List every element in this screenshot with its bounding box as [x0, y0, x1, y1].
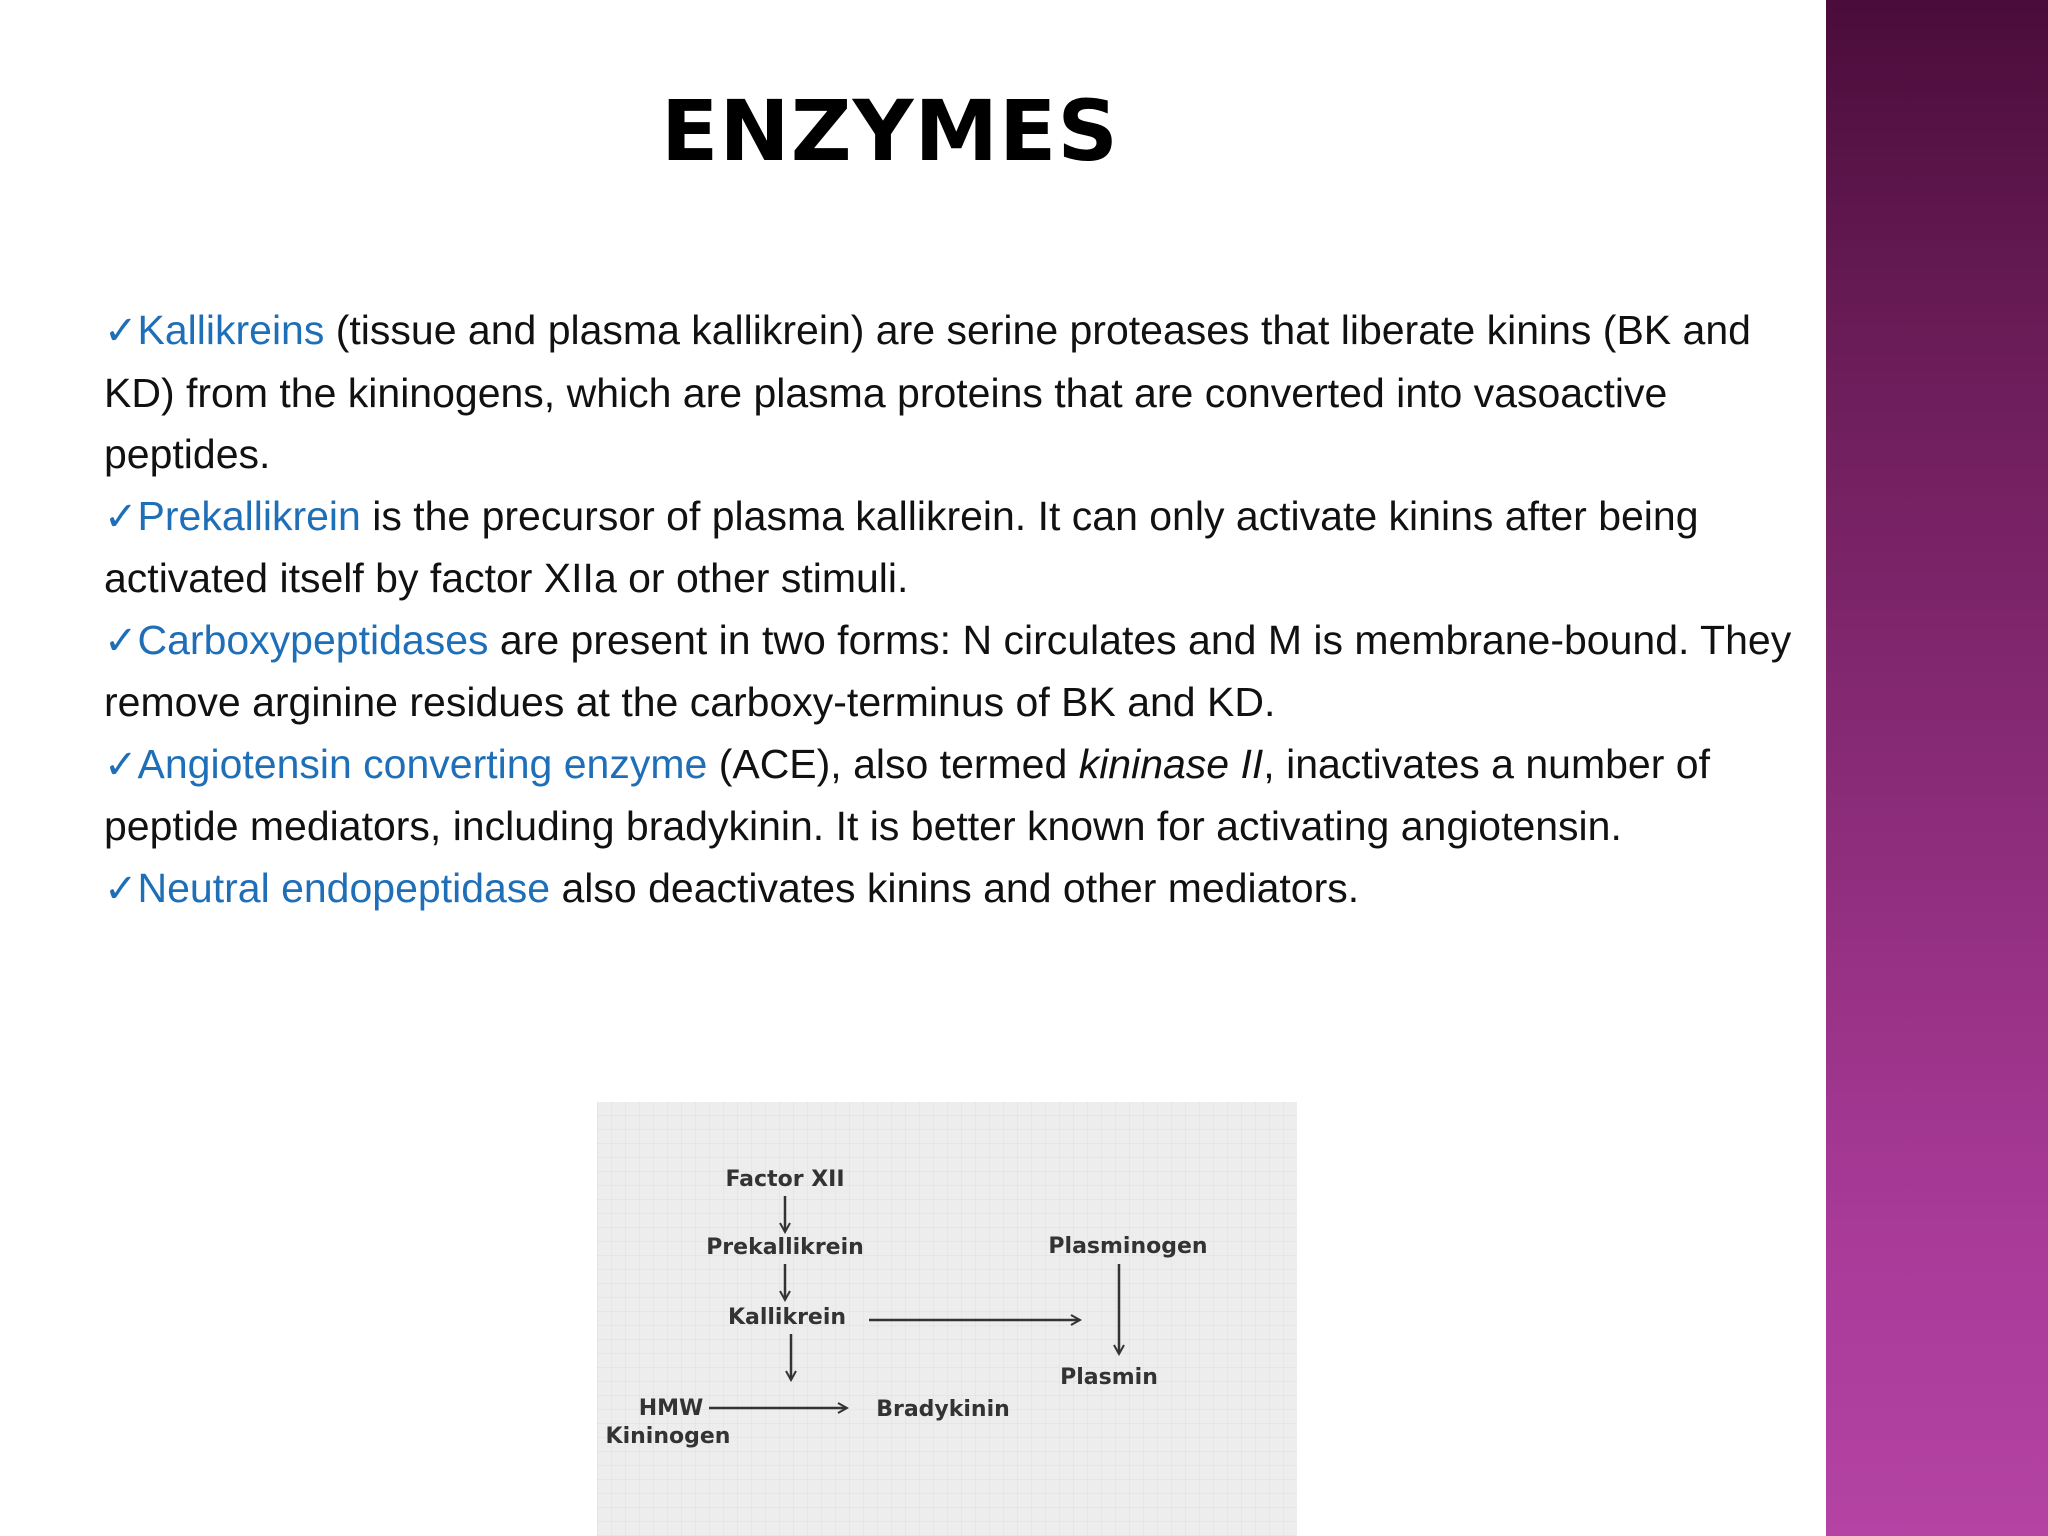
- diagram-svg: [597, 1102, 1297, 1536]
- italic-term: kininase II: [1078, 740, 1264, 787]
- check-icon: ✓: [104, 741, 138, 788]
- bullet-neutral-endopeptidase: [104, 858, 1804, 921]
- term-kallikreins: Kallikreins: [137, 307, 325, 353]
- node-prekallikrein: Prekallikrein: [706, 1235, 864, 1260]
- decorative-side-band: [1826, 0, 2048, 1536]
- bullet-ace: [104, 734, 1804, 858]
- term-prekallikrein: Prekallikrein: [137, 492, 361, 539]
- bullet-text: (ACE), also termed: [707, 740, 1079, 787]
- node-bradykinin: Bradykinin: [876, 1397, 1010, 1422]
- check-icon: ✓: [104, 617, 138, 664]
- check-icon: ✓: [104, 493, 138, 540]
- kinin-pathway-diagram: [597, 1102, 1297, 1536]
- bullet-text: are present in two forms: N circulates and M is membrane-bound. They remove arginine residues at the carboxy-terminus of BK and KD.: [104, 616, 1792, 725]
- node-plasmin: Plasmin: [1060, 1365, 1158, 1390]
- check-icon: ✓: [104, 865, 138, 912]
- node-hmw: HMW: [638, 1396, 704, 1421]
- bullet-text: (tissue and plasma kallikrein) are serine proteases that liberate kinins (BK and KD) from the kininogens, which are plasma proteins that are converted into vasoactive peptides.: [104, 307, 1751, 477]
- check-icon: ✓: [104, 308, 138, 354]
- term-carboxypeptidases: Carboxypeptidases: [137, 616, 489, 663]
- bullet-list: [104, 300, 1804, 920]
- node-kininogen: Kininogen: [605, 1424, 731, 1449]
- bullet-carboxypeptidases: [104, 610, 1804, 734]
- bullet-kallikreins: [104, 300, 1804, 486]
- term-neutral-endopeptidase: Neutral endopeptidase: [137, 864, 551, 911]
- bullet-prekallikrein: [104, 486, 1804, 610]
- node-plasminogen: Plasminogen: [1048, 1234, 1208, 1259]
- node-kallikrein: Kallikrein: [727, 1305, 847, 1330]
- term-ace: Angiotensin converting enzyme: [137, 740, 708, 787]
- bullet-text: is the precursor of plasma kallikrein. It can only activate kinins after being activated itself by factor XIIa or other stimuli.: [104, 492, 1699, 601]
- slide-title: ENZYMES: [661, 82, 1119, 180]
- bullet-text: , inactivates a number of peptide mediators, including bradykinin. It is better known for activating angiotensin.: [104, 740, 1710, 849]
- bullet-text: also deactivates kinins and other mediators.: [550, 864, 1360, 911]
- node-factor-xii: Factor XII: [725, 1167, 845, 1192]
